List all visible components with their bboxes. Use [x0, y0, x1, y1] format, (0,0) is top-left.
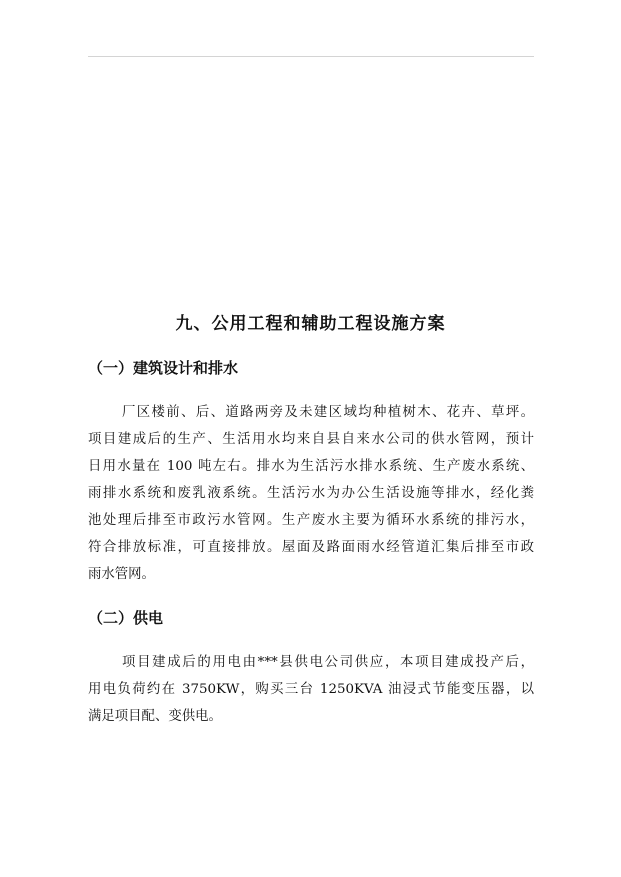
paragraph-line: 厂区楼前、后、道路两旁及未建区域均种植树木、花卉、草坪。 [122, 405, 534, 420]
paragraph-line: 满足项目配、变供电。 [88, 709, 222, 724]
paragraph-line: 雨水管网。 [88, 567, 155, 582]
chapter-title: 九、公用工程和辅助工程设施方案 [175, 314, 446, 334]
paragraph-line: 项目建成后的生产、生活用水均来自县自来水公司的供水管网，预计 [88, 432, 534, 447]
paragraph-line: 用电负荷约在 3750KW，购买三台 1250KVA 油浸式节能变压器，以 [88, 682, 534, 697]
header-rule [88, 56, 534, 57]
paragraph-building-drainage [88, 399, 534, 588]
section-heading-building-drainage: （一）建筑设计和排水 [88, 359, 239, 377]
paragraph-line: 池处理后排至市政污水管网。生产废水主要为循环水系统的排污水， [88, 513, 534, 528]
paragraph-line: 符合排放标准，可直接排放。屋面及路面雨水经管道汇集后排至市政 [88, 540, 534, 555]
paragraph-line: 日用水量在 100 吨左右。排水为生活污水排水系统、生产废水系统、 [88, 459, 534, 474]
paragraph-line: 雨排水系统和废乳液系统。生活污水为办公生活设施等排水，经化粪 [88, 486, 534, 501]
paragraph-power-supply [88, 649, 534, 730]
section-heading-power-supply: （二）供电 [88, 609, 164, 627]
paragraph-line: 项目建成后的用电由***县供电公司供应，本项目建成投产后， [122, 655, 534, 670]
